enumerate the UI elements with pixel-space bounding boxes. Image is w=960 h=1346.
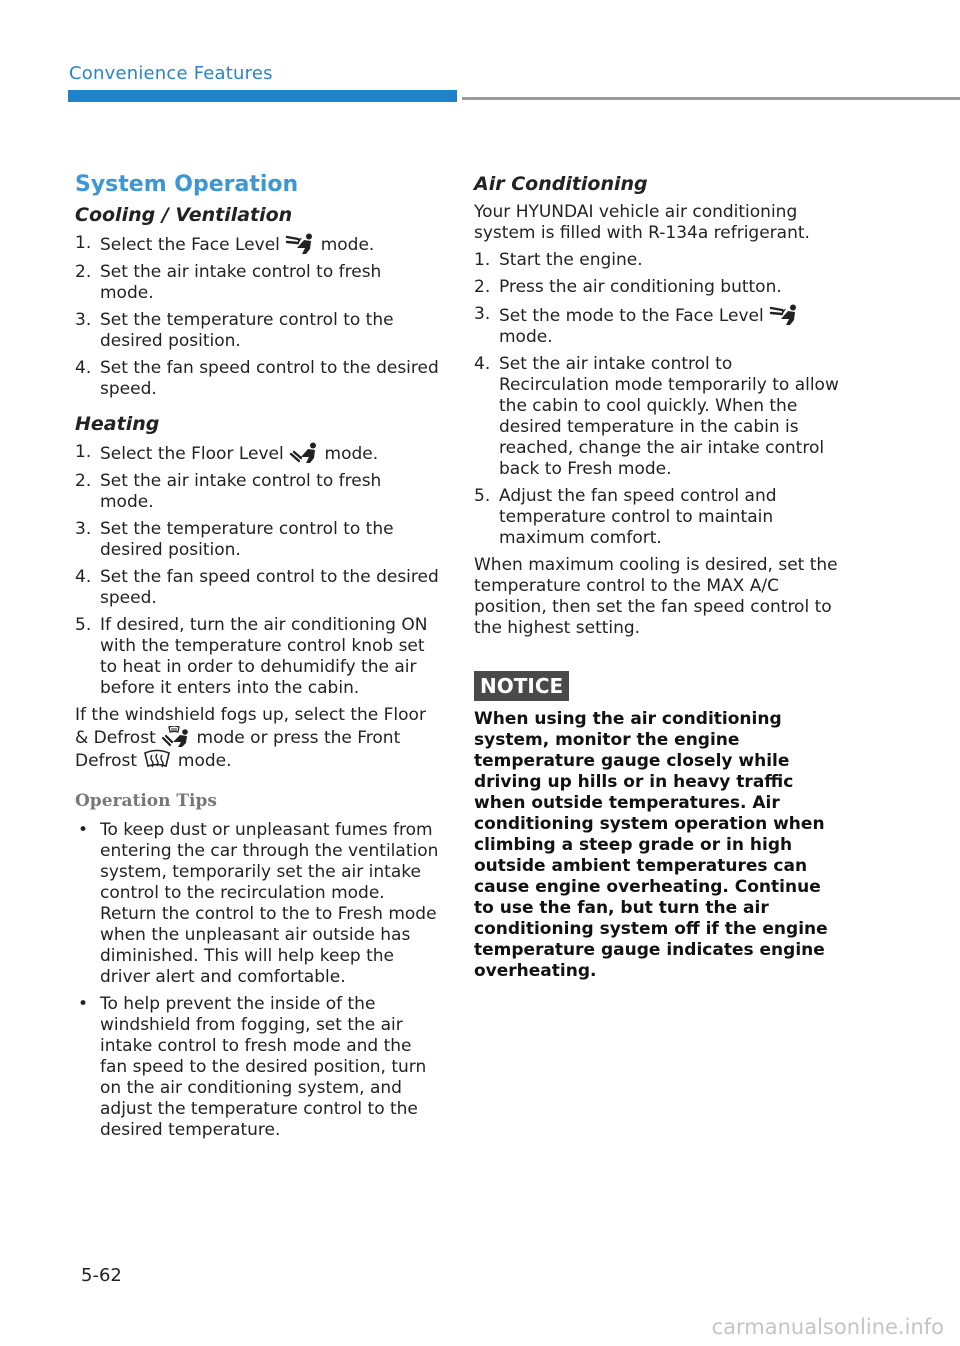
chapter-title: Convenience Features [69,63,273,84]
floor-defrost-mode-icon [161,726,191,748]
heating-step: 4. Set the fan speed control to the desired speed. [75,567,439,608]
tip-item: • To keep dust or unpleasant fumes from entering the car through the ventilation system, temporarily set the air intake control to the recirculation mode. Return the control to the to Fresh mode when the unpleasant air outside has diminished. This will help keep the driver alert and comfortable. [78,820,439,987]
left-column [75,170,440,1147]
tip-item: • To help prevent the inside of the windshield from fogging, set the air intake control to fresh mode and the fan speed to the desired position, turn on the air conditioning system, and adjust the temperature control to the desired temperature. [78,994,427,1140]
ac-step: 1. Start the engine. [474,250,643,270]
ac-step: 5. Adjust the fan speed control and temperature control to maintain maximum comfort. [474,486,777,548]
notice-badge: NOTICE [474,671,569,701]
operation-tips-list [75,820,440,1141]
right-column [474,172,844,982]
floor-level-mode-icon [289,442,319,464]
header-bar-accent [68,90,457,102]
heating-step: 1. Select the Floor Level mode. [75,442,379,464]
cooling-step: 2. Set the air intake control to fresh mode. [75,262,382,303]
air-conditioning-title: Air Conditioning [474,173,648,195]
ac-step: 2. Press the air conditioning button. [474,277,782,297]
face-level-mode-icon [769,304,799,326]
face-level-mode-icon [285,233,315,255]
watermark: carmanualsonline.info [711,1315,944,1339]
page-number: 5-62 [81,1265,122,1286]
cooling-step: 4. Set the fan speed control to the desired speed. [75,358,439,399]
cooling-step: 3. Set the temperature control to the desired position. [75,310,394,351]
ac-step: 4. Set the air intake control to Recirculation mode temporarily to allow the cabin to cool quickly. When the desired temperature in the cabin is reached, change the air intake control back to Fresh mode. [474,354,839,479]
heating-step: 2. Set the air intake control to fresh mode. [75,471,382,512]
section-title: System Operation [75,172,299,197]
heating-title: Heating [75,413,160,435]
bullet: • [78,994,89,1014]
max-cooling-note: When maximum cooling is desired, set the temperature control to the MAX A/C position, then set the fan speed control to the highest setting. [474,555,838,638]
heating-steps [75,442,440,699]
notice-text: When using the air conditioning system, monitor the engine temperature gauge closely while driving up hills or in heavy traffic when outside temperatures. Air conditioning system operation when climbing a steep grade or in high outside ambient temperatures can cause engine overheating. Continue to use the fan, but turn the air conditioning system off if the engine temperature gauge indicates engine overheating. [474,709,828,981]
front-defrost-icon [142,749,172,771]
ac-steps [474,250,844,549]
heating-step: 3. Set the temperature control to the desired position. [75,519,394,560]
ac-step: 3. Set the mode to the Face Level mode. [474,304,844,348]
header-bar-rule [462,97,960,100]
operation-tips-title: Operation Tips [75,791,217,811]
cooling-title: Cooling / Ventilation [75,204,293,226]
cooling-step: 1. Select the Face Level mode. [75,233,375,255]
ac-intro: Your HYUNDAI vehicle air conditioning system is filled with R-134a refrigerant. [474,202,810,243]
cooling-steps [75,233,440,400]
heating-step: 5. If desired, turn the air conditioning ON with the temperature control knob set to heat in order to dehumidify the air before it enters into the cabin. [75,615,428,698]
bullet: • [78,820,89,840]
defrost-note: If the windshield fogs up, select the Floor & Defrost mode or press the Front Defrost mode. [75,705,426,771]
